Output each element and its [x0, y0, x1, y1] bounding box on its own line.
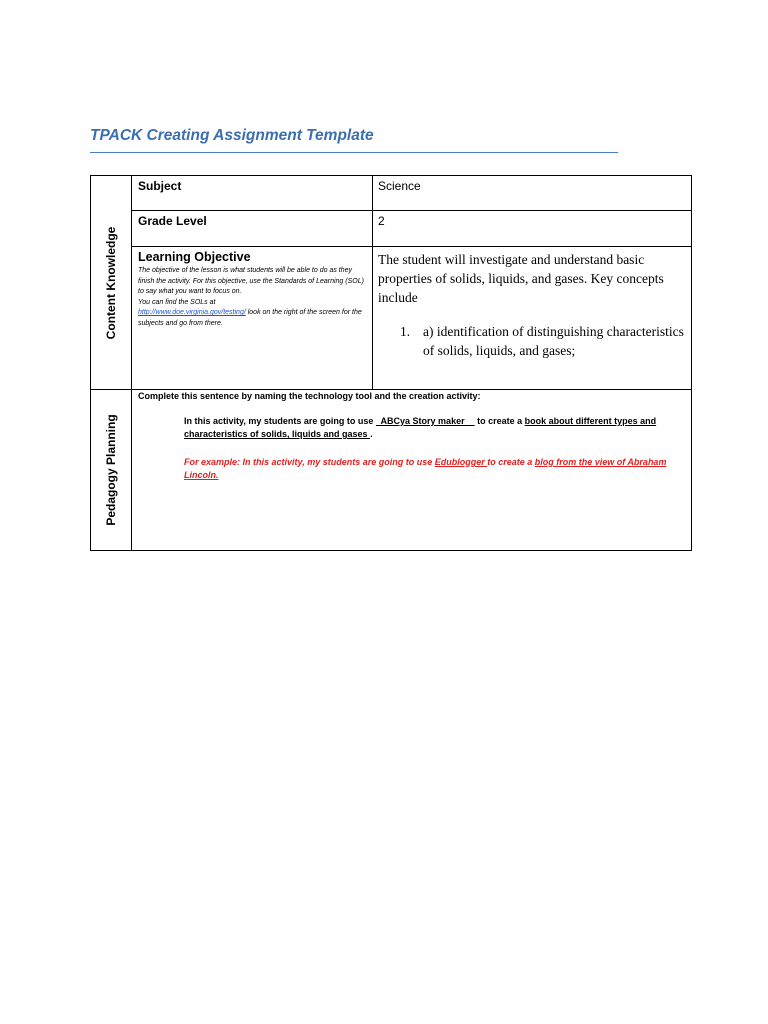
- grade-level-label: Grade Level: [132, 211, 373, 247]
- document-title: TPACK Creating Assignment Template: [90, 127, 374, 144]
- learning-objective-row: [91, 247, 692, 390]
- objective-help-line-2: You can find the SOLs at: [138, 298, 216, 306]
- subject-value: Science: [373, 176, 692, 211]
- title-divider: [90, 152, 618, 153]
- pedagogy-instructions: Complete this sentence by naming the technology tool and the creation activity:: [138, 391, 481, 401]
- example-part-1: For example: In this activity, my students are going to use: [184, 457, 435, 467]
- sentence-part-1: In this activity, my students are going to use: [184, 416, 376, 426]
- example-sentence: [138, 456, 683, 482]
- tpack-template-table: [90, 175, 692, 551]
- subject-label: Subject: [132, 176, 373, 211]
- technology-tool-value: ABCya Story maker: [375, 416, 475, 426]
- content-knowledge-section: [91, 176, 132, 390]
- sol-link[interactable]: http://www.doe.virginia.gov/testing/: [138, 309, 246, 316]
- creation-activity-value: book about different types and characteristics of solids, liquids and gases: [184, 416, 657, 439]
- learning-objective-value: [373, 247, 692, 390]
- objective-list-item: [378, 322, 691, 360]
- grade-row: [91, 211, 692, 247]
- objective-statement: The student will investigate and understand basic properties of solids, liquids, and gases. Key concepts include: [378, 252, 664, 305]
- objective-help-text: [138, 266, 372, 329]
- sentence-part-2: to create a: [474, 416, 525, 426]
- activity-sentence: [138, 415, 683, 441]
- sentence-end: .: [370, 429, 373, 439]
- objective-item-number: 1.: [400, 324, 411, 339]
- pedagogy-row: [91, 390, 692, 551]
- example-part-2: to create a: [487, 457, 535, 467]
- pedagogy-planning-section: [91, 390, 132, 551]
- objective-help-line-1: The objective of the lesson is what students will be able to do as they finish the activity. For this objective, use the Standards of Learning (SOL) to say what you want to focus on.: [138, 267, 364, 295]
- objective-help-line-3: look on the right of the screen for the subjects and go from there.: [138, 309, 362, 327]
- example-activity: blog from the view of Abraham Lincoln.: [184, 457, 667, 480]
- learning-objective-label: Learning Objective: [138, 250, 251, 264]
- content-knowledge-label: Content Knowledge: [104, 226, 118, 339]
- learning-objective-cell: [132, 247, 373, 390]
- pedagogy-planning-cell: [132, 390, 692, 551]
- subject-row: [91, 176, 692, 211]
- objective-item-text: a) identification of distinguishing characteristics of solids, liquids, and gases;: [423, 324, 684, 358]
- pedagogy-planning-label: Pedagogy Planning: [104, 414, 118, 526]
- example-tool: Edublogger: [434, 457, 488, 467]
- grade-level-value: 2: [373, 211, 692, 247]
